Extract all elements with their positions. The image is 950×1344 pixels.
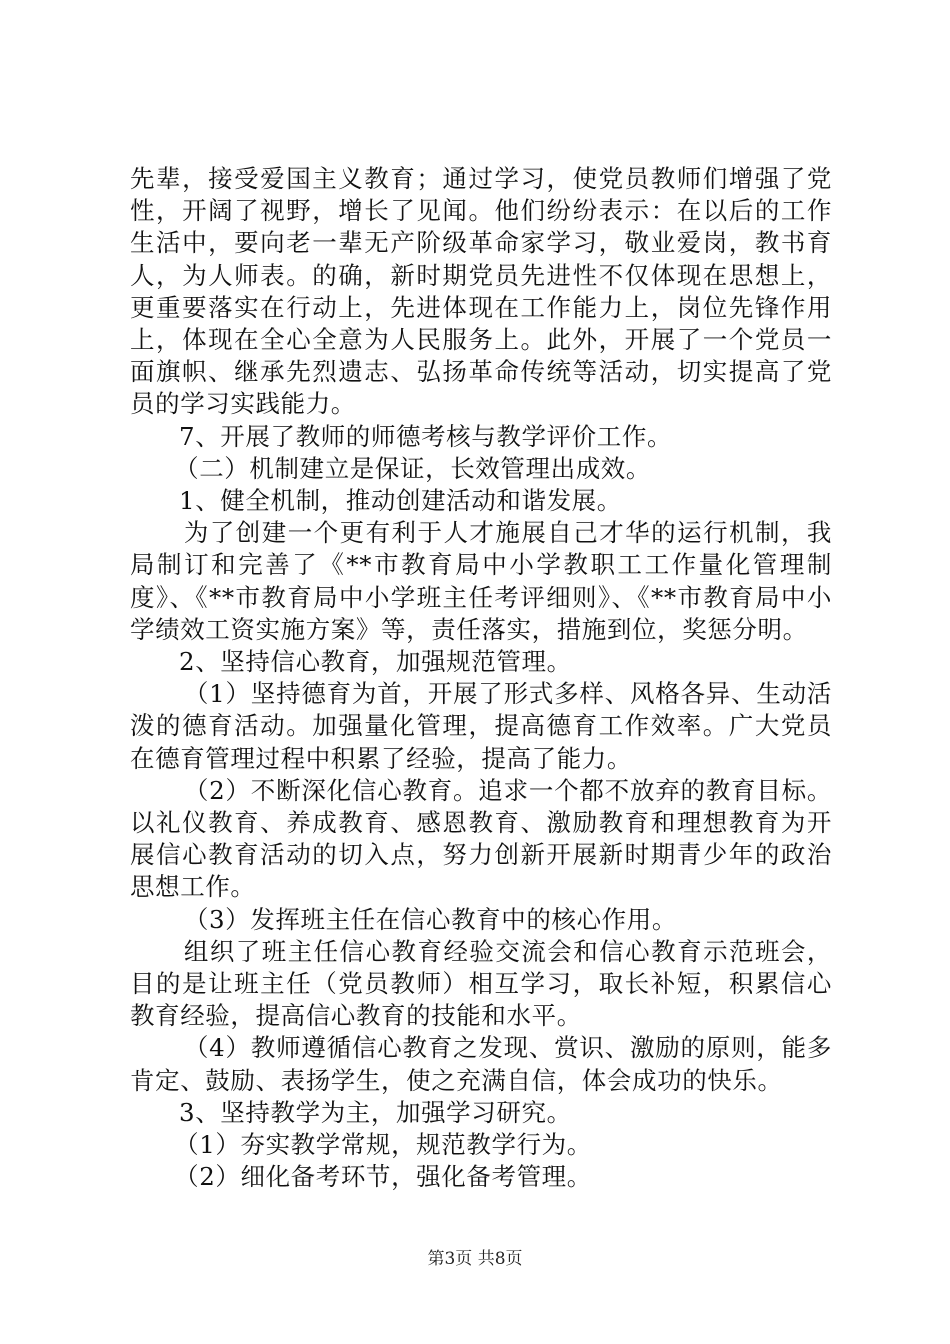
paragraph: （1）夯实教学常规，规范教学行为。 [174, 1130, 592, 1160]
paragraph: （2）细化备考环节，强化备考管理。 [174, 1162, 592, 1192]
paragraph: （2）不断深化信心教育。追求一个都不放弃的教育目标。以礼仪教育、养成教育、感恩教育、激励教育和理想教育为开展信心教育活动的切入点，努力创新开展新时期青少年的政治思想工作。 [130, 775, 832, 902]
paragraph: 7、开展了教师的师德考核与教学评价工作。 [179, 421, 673, 451]
document-body [130, 163, 832, 1194]
paragraph: 1、健全机制，推动创建活动和谐发展。 [179, 486, 622, 516]
paragraph: （二）机制建立是保证，长效管理出成效。 [174, 453, 651, 483]
paragraph: 先辈，接受爱国主义教育；通过学习，使党员教师们增强了党性，开阔了视野，增长了见闻。他们纷纷表示：在以后的工作生活中，要向老一辈无产阶级革命家学习，敬业爱岗，教书育人，为人师表。的确，新时期党员先进性不仅体现在思想上，更重要落实在行动上，先进体现在工作能力上，岗位先锋作用上，体现在全心全意为人民服务上。此外，开展了一个党员一面旗帜、继承先烈遗志、弘扬革命传统等活动，切实提高了党员的学习实践能力。 [130, 164, 832, 419]
paragraph: 组织了班主任信心教育经验交流会和信心教育示范班会，目的是让班主任（党员教师）相互学习，取长补短，积累信心教育经验，提高信心教育的技能和水平。 [130, 936, 832, 1031]
paragraph: 2、坚持信心教育，加强规范管理。 [179, 647, 572, 677]
paragraph: （3）发挥班主任在信心教育中的核心作用。 [183, 904, 677, 934]
paragraph: （1）坚持德育为首，开展了形式多样、风格各异、生动活泼的德育活动。加强量化管理，提高德育工作效率。广大党员在德育管理过程中积累了经验，提高了能力。 [130, 679, 832, 773]
page-number-footer: 第3页 共8页 [427, 1249, 523, 1269]
paragraph: （4）教师遵循信心教育之发现、赏识、激励的原则，能多肯定、鼓励、表扬学生，使之充满自信，体会成功的快乐。 [130, 1033, 832, 1095]
paragraph: 3、坚持教学为主，加强学习研究。 [179, 1097, 572, 1127]
paragraph: 为了创建一个更有利于人才施展自己才华的运行机制，我局制订和完善了《**市教育局中小学教职工工作量化管理制度》、《**市教育局中小学班主任考评细则》、《**市教育局中小学绩效工资实施方案》等，责任落实，措施到位，奖惩分明。 [130, 518, 832, 644]
